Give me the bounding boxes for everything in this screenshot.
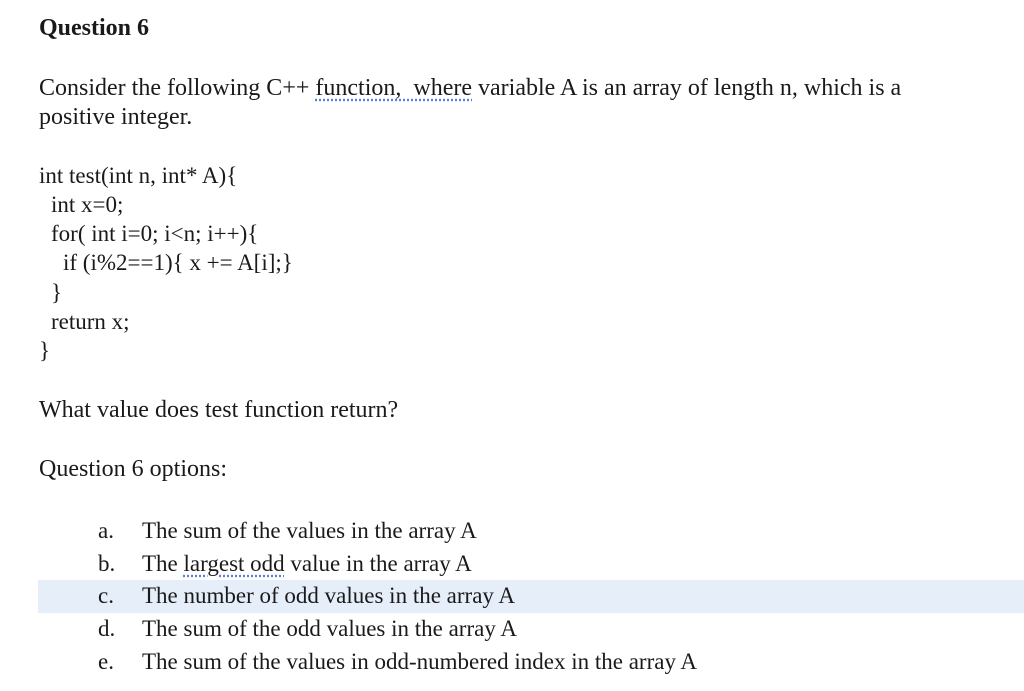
option-letter: c. [98,583,114,608]
question-text: What value does test function return? [39,397,399,423]
option-e[interactable] [38,646,1024,679]
option-letter: a. [98,518,114,543]
code-line-if: if (i%2==1){ x += A[i];} [63,250,293,275]
code-line-for: for( int i=0; i<n; i++){ [51,221,259,246]
option-d[interactable] [38,613,1024,646]
prompt-text-start: Consider the following C++ [39,75,316,101]
option-text: The sum of the values in odd-numbered index in the array A [142,649,698,674]
option-c[interactable] [38,580,1024,613]
prompt-underlined-text: function, where [315,75,472,101]
code-line-close-for: } [51,280,63,305]
question-title: Question 6 [39,15,150,41]
question-prompt-line-1 [39,73,901,103]
option-letter: b. [98,551,116,576]
code-line-close-function: } [39,338,51,363]
options-heading: Question 6 options: [39,456,228,482]
code-line-return: return x; [51,309,130,334]
option-text: The largest odd value in the array A [142,551,472,576]
option-a[interactable] [38,515,1024,548]
code-line-init: int x=0; [51,192,124,217]
option-text: The sum of the values in the array A [142,518,477,543]
option-b[interactable] [38,548,1024,581]
question-prompt-line-2: positive integer. [39,104,193,130]
prompt-text-end: variable A is an array of length n, which is a [472,75,902,101]
option-letter: e. [98,649,114,674]
code-line-signature: int test(int n, int* A){ [39,163,238,188]
option-text: The sum of the odd values in the array A [142,616,517,641]
option-underlined-text: largest odd [183,551,285,576]
option-text: The number of odd values in the array A [142,583,515,608]
option-letter: d. [98,616,116,641]
